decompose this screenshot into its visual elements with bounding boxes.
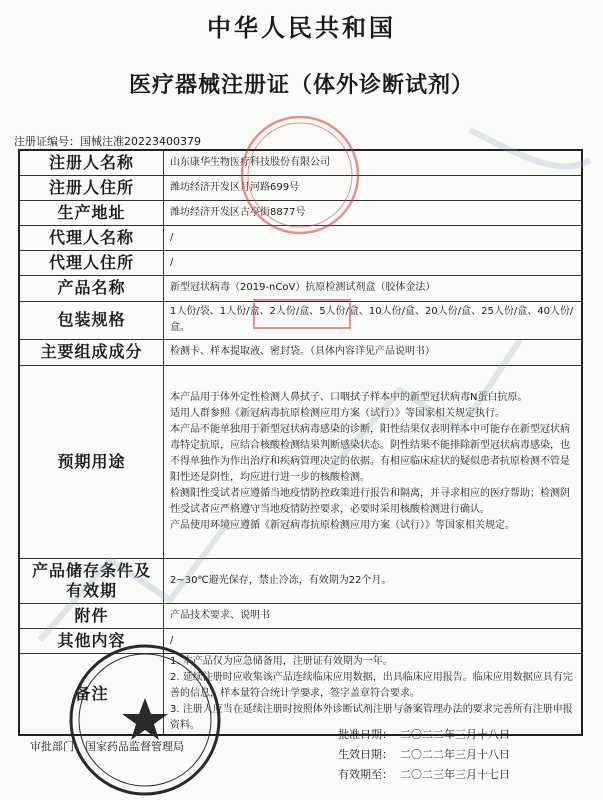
- table-row: [19, 653, 582, 735]
- remarks-value: [164, 653, 583, 735]
- country-title: 中华人民共和国: [207, 14, 396, 42]
- certificate-title: 医疗器械注册证（体外诊断试剂）: [128, 73, 474, 98]
- intended-use-paragraph: 适用人群参照《新冠病毒抗原检测应用方案（试行）》等国家相关规定执行。: [170, 407, 505, 419]
- components-label: 主要组成成分: [19, 339, 164, 365]
- packaging-label: 包装规格: [19, 301, 164, 339]
- registration-number-label: 注册证编号：: [14, 135, 80, 148]
- table-row: [19, 150, 582, 175]
- registrant-address-label: 注册人住所: [19, 175, 164, 200]
- intended-use-paragraph: 本产品不能单独用于新型冠状病毒感染的诊断，阳性结果仅表明样本中可能存在新型冠状病毒特定抗原，应结合核酸检测结果判断感染状态。阴性结果不能排除新型冠状病毒感染，也不得单独作为作出治疗和疾病管理决定的依据。有相应临床症状的疑似患者抗原检测不管是阳性还是阴性，均应进行进一步的核酸检测。: [170, 423, 570, 483]
- production-address-label: 生产地址: [19, 200, 164, 225]
- expiry-date-label: 有效期至：: [338, 768, 393, 781]
- product-name-label: 产品名称: [19, 275, 164, 301]
- components-value: 检测卡、样本提取液、密封袋。（具体内容详见产品说明书）: [164, 339, 583, 365]
- registration-number: 国械注准20223400379: [80, 135, 201, 148]
- table-row: [19, 628, 582, 653]
- approval-date-line: [338, 726, 510, 742]
- intended-use-value: [164, 365, 583, 558]
- approval-department-line: [30, 738, 184, 754]
- other-label: 其他内容: [19, 628, 164, 653]
- agent-address-value: /: [164, 250, 583, 275]
- production-address-value: 潍坊经济开发区古亭街8877号: [164, 200, 583, 225]
- remarks-item: 1. 本产品仅为应急储备用，注册证有效期为一年。: [170, 655, 393, 667]
- table-row: [19, 558, 582, 603]
- table-row: [19, 275, 582, 301]
- registrant-address-value: 潍坊经济开发区月河路699号: [164, 175, 583, 200]
- table-row: [19, 200, 582, 225]
- effective-date-label: 生效日期：: [338, 748, 393, 761]
- effective-date: 二〇二二年三月十八日: [400, 748, 510, 761]
- product-name-value: 新型冠状病毒（2019-nCoV）抗原检测试剂盒（胶体金法）: [164, 275, 583, 301]
- table-row: [19, 603, 582, 628]
- approval-date-label: 批准日期：: [338, 728, 393, 741]
- packaging-value: 1人份/袋、1人份/盒、2人份/盒、5人份/盒、10人份/盒、20人份/盒、25人份/盒、40人份/盒。: [164, 301, 583, 339]
- intended-use-paragraph: 产品使用环境应遵循《新冠病毒抗原检测应用方案（试行）》等国家相关规定。: [170, 519, 515, 531]
- table-row: [19, 175, 582, 200]
- intended-use-label: 预期用途: [19, 365, 164, 558]
- approval-date: 二〇二二年三月十八日: [400, 728, 510, 741]
- remarks-item: 2. 延续注册时应收集该产品连续临床应用数据，出具临床应用报告。临床应用数据应具有完善的信息，样本量符合统计学要求，签字盖章符合要求。: [170, 671, 573, 699]
- table-row: [19, 225, 582, 250]
- storage-label: 产品储存条件及有效期: [19, 558, 164, 603]
- agent-name-value: /: [164, 225, 583, 250]
- table-row: [19, 365, 582, 558]
- expiry-date: 二〇二三年三月十七日: [400, 768, 510, 781]
- remarks-item: 3. 注册人应当在延续注册时按照体外诊断试剂注册与备案管理办法的要求完善所有注册申报资料。: [170, 703, 573, 731]
- approval-department: 国家药品监督管理局: [85, 740, 184, 753]
- attachments-label: 附件: [19, 603, 164, 628]
- expiry-date-line: [338, 766, 510, 782]
- registration-number-line: [14, 133, 201, 149]
- certificate-table: [18, 149, 583, 736]
- remarks-label: 备注: [19, 653, 164, 735]
- intended-use-paragraph: 检测阳性受试者应遵循当地疫情防控政策进行报告和隔离，并寻求相应的医疗帮助；检测阴性受试者应严格遵守当地疫情防控要求，必要时采用核酸检测进行确认。: [170, 487, 570, 515]
- agent-name-label: 代理人名称: [19, 225, 164, 250]
- approval-department-label: 审批部门：: [30, 740, 85, 753]
- table-row: [19, 301, 582, 339]
- table-row: [19, 250, 582, 275]
- registrant-name-value: 山东康华生物医疗科技股份有限公司: [164, 150, 583, 175]
- registrant-name-label: 注册人名称: [19, 150, 164, 175]
- agent-address-label: 代理人住所: [19, 250, 164, 275]
- table-row: [19, 339, 582, 365]
- other-value: /: [164, 628, 583, 653]
- intended-use-paragraph: 本产品用于体外定性检测人鼻拭子、口咽拭子样本中的新型冠状病毒N蛋白抗原。: [170, 391, 528, 403]
- attachments-value: 产品技术要求、说明书: [164, 603, 583, 628]
- effective-date-line: [338, 746, 510, 762]
- storage-value: 2~30℃避光保存，禁止冷冻，有效期为22个月。: [164, 558, 583, 603]
